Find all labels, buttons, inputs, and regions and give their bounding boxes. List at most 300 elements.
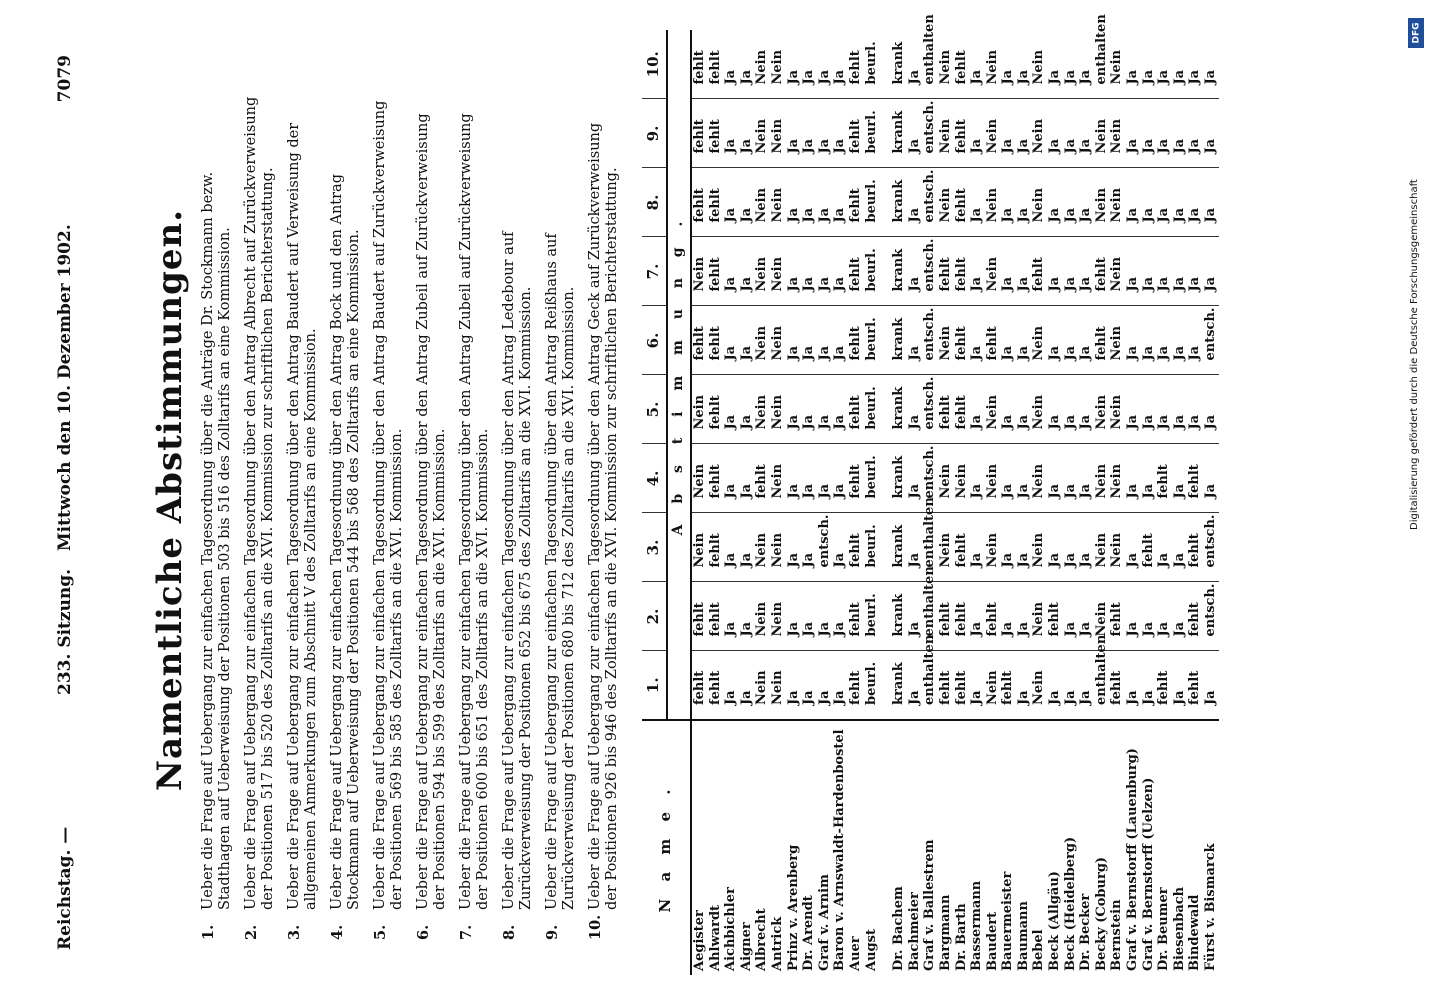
vote-cell: Ja (1063, 375, 1079, 444)
vote-cell: Nein (1031, 444, 1047, 513)
vote-cell: Ja (801, 651, 817, 720)
vote-cell: Ja (1016, 375, 1032, 444)
vote-cell: Ja (739, 30, 755, 99)
table-row (770, 30, 786, 975)
vote-cell: Ja (969, 168, 985, 237)
vote-cell: fehlt (954, 582, 970, 651)
member-name-cell (1141, 720, 1157, 975)
vote-column-header: 4. (642, 444, 667, 513)
vote-cell: Nein (1031, 582, 1047, 651)
vote-cell: Ja (1047, 30, 1063, 99)
vote-cell: fehlt (708, 375, 724, 444)
vote-cell: entsch. (1203, 513, 1219, 582)
spacer-cell (879, 513, 891, 582)
vote-cell: fehlt (938, 375, 954, 444)
vote-cell: Ja (1063, 237, 1079, 306)
vote-cell: entsch. (817, 513, 833, 582)
member-name-cell (1031, 720, 1047, 975)
vote-cell: Ja (1047, 306, 1063, 375)
vote-cell: Ja (1016, 237, 1032, 306)
header-session: 233. Sitzung. (55, 568, 75, 695)
vote-cell: Nein (691, 444, 708, 513)
vote-cell: Ja (723, 444, 739, 513)
vote-cell: Ja (817, 168, 833, 237)
motion-text: Ueber die Frage auf Uebergang zur einfachen Tagesordnung über die Anträge Dr. Stockmann bezw. Stadthagen auf Ueberweisung der Positionen 503 bis 516 des Zolltarifs an eine Kommission. (200, 171, 233, 910)
vote-cell: fehlt (848, 651, 864, 720)
member-name: Baudert (984, 911, 1000, 971)
vote-cell: Ja (1000, 375, 1016, 444)
vote-cell: Ja (1078, 582, 1094, 651)
vote-cell: fehlt (985, 306, 1001, 375)
vote-cell: Ja (1125, 30, 1141, 99)
vote-cell: Nein (754, 375, 770, 444)
spacer-cell (879, 237, 891, 306)
table-row (1094, 30, 1110, 975)
name-column-header: N a m e . (642, 720, 691, 975)
motion-text: Ueber die Frage auf Uebergang zur einfachen Tagesordnung über den Antrag Baudert auf Zurückverweisung der Positionen 569 bis 585 des Zolltarifs an die XVI. Kommission. (372, 100, 405, 910)
vote-cell: Ja (1156, 375, 1172, 444)
vote-cell: Ja (969, 513, 985, 582)
vote-cell: entsch. (922, 375, 938, 444)
vote-cell: Ja (1172, 30, 1188, 99)
vote-cell: Ja (1063, 513, 1079, 582)
member-name: Bassermann (969, 880, 985, 971)
motion-item (329, 95, 363, 940)
vote-cell: Ja (739, 99, 755, 168)
member-name-cell (739, 720, 755, 975)
vote-cell: Ja (786, 306, 802, 375)
vote-cell: Ja (723, 306, 739, 375)
vote-cell: fehlt (985, 582, 1001, 651)
vote-cell: krank (891, 168, 907, 237)
member-name-cell (1047, 720, 1063, 975)
motion-item (243, 95, 277, 940)
vote-cell: Nein (938, 513, 954, 582)
vote-cell: Nein (938, 168, 954, 237)
spacer-cell (879, 651, 891, 720)
spacer-cell (879, 720, 891, 975)
vote-cell: Ja (1141, 582, 1157, 651)
page-title: Namentliche Abstimmungen. (150, 208, 190, 792)
vote-cell: fehlt (954, 99, 970, 168)
member-name: Dr. Beumer (1156, 887, 1172, 971)
member-name-cell (723, 720, 739, 975)
vote-cell: Ja (1203, 651, 1219, 720)
vote-cell: Ja (1016, 168, 1032, 237)
vote-cell: beurl. (864, 99, 880, 168)
vote-cell: Ja (907, 582, 923, 651)
vote-cell: Ja (832, 651, 848, 720)
vote-column-header: 5. (642, 375, 667, 444)
vote-cell: Nein (770, 99, 786, 168)
vote-cell: Ja (1203, 375, 1219, 444)
member-name: Bachmeier (906, 892, 922, 971)
table-row (938, 30, 954, 975)
motion-text: Ueber die Frage auf Uebergang zur einfachen Tagesordnung über den Antrag Reißhaus auf Zurückverweisung der Positionen 680 bis 712 des Zolltarifs an die XVI. Kommission. (544, 233, 577, 910)
member-name: Antrick (769, 916, 785, 971)
vote-cell: Ja (832, 168, 848, 237)
vote-cell: Nein (1109, 99, 1125, 168)
vote-cell: Ja (723, 99, 739, 168)
vote-cell: Ja (801, 168, 817, 237)
member-name: Graf v. Ballestrem (922, 839, 938, 971)
vote-table (642, 14, 1219, 975)
vote-cell: Ja (1187, 30, 1203, 99)
motion-number: 4. (329, 924, 346, 940)
table-row (739, 30, 755, 975)
spacer-cell (879, 306, 891, 375)
vote-cell: Ja (723, 513, 739, 582)
vote-cell: krank (891, 375, 907, 444)
motion-item (587, 95, 621, 940)
table-row (1203, 30, 1219, 975)
table-row (832, 30, 848, 975)
motion-number: 2. (243, 924, 260, 940)
motion-list (200, 95, 630, 940)
vote-cell: Nein (954, 444, 970, 513)
vote-cell: Ja (1047, 99, 1063, 168)
vote-cell: fehlt (1156, 444, 1172, 513)
member-name-cell (864, 720, 880, 975)
vote-cell: Ja (801, 237, 817, 306)
vote-cell: fehlt (708, 237, 724, 306)
table-row (1031, 30, 1047, 975)
vote-cell: fehlt (691, 582, 708, 651)
vote-cell: Ja (1203, 168, 1219, 237)
vote-cell: Nein (770, 513, 786, 582)
vote-cell: fehlt (1187, 513, 1203, 582)
vote-cell: krank (891, 651, 907, 720)
vote-cell: Ja (907, 306, 923, 375)
vote-cell: Nein (754, 306, 770, 375)
vote-cell: Ja (1172, 306, 1188, 375)
vote-cell: fehlt (708, 168, 724, 237)
vote-cell: fehlt (754, 444, 770, 513)
vote-cell: fehlt (708, 582, 724, 651)
vote-table-wrap (642, 14, 1219, 975)
vote-cell: Nein (754, 582, 770, 651)
table-row (1187, 30, 1203, 975)
member-name-cell (801, 720, 817, 975)
vote-cell: Ja (1156, 168, 1172, 237)
table-row (848, 30, 864, 975)
vote-cell: Nein (938, 99, 954, 168)
vote-cell: Nein (770, 375, 786, 444)
vote-cell: Ja (739, 375, 755, 444)
vote-cell: Ja (969, 651, 985, 720)
dfg-logo-text: DFG (1411, 22, 1422, 44)
member-name: Aigner (738, 922, 754, 971)
motion-number: 1. (200, 924, 217, 940)
vote-cell: Ja (832, 99, 848, 168)
member-name-cell (770, 720, 786, 975)
vote-cell: Ja (801, 582, 817, 651)
spacer-cell (879, 99, 891, 168)
vote-cell: Ja (786, 237, 802, 306)
vote-cell: Ja (1125, 651, 1141, 720)
vote-cell: fehlt (1094, 306, 1110, 375)
vote-cell: Ja (969, 444, 985, 513)
motion-number: 6. (415, 924, 432, 940)
member-name: Baumann (1015, 901, 1031, 971)
motion-item (458, 95, 492, 940)
vote-cell: Ja (969, 237, 985, 306)
vote-cell: Nein (691, 513, 708, 582)
running-header (55, 55, 81, 950)
vote-cell: fehlt (954, 306, 970, 375)
vote-cell: fehlt (848, 513, 864, 582)
vote-cell: krank (891, 30, 907, 99)
vote-cell: Nein (1109, 375, 1125, 444)
member-name-cell (1000, 720, 1016, 975)
vote-cell: Ja (1016, 582, 1032, 651)
vote-cell: fehlt (938, 651, 954, 720)
table-row (754, 30, 770, 975)
motion-number: 7. (458, 924, 475, 940)
vote-cell: Ja (832, 513, 848, 582)
vote-cell: Ja (1141, 306, 1157, 375)
vote-cell: fehlt (708, 99, 724, 168)
vote-cell: Ja (1063, 99, 1079, 168)
vote-cell: Nein (1031, 99, 1047, 168)
member-name-cell (1172, 720, 1188, 975)
vote-cell: Nein (770, 30, 786, 99)
member-name-cell (954, 720, 970, 975)
vote-cell: Ja (1047, 375, 1063, 444)
member-name: Graf v. Arnim (816, 874, 832, 971)
vote-cell: fehlt (708, 651, 724, 720)
member-name-cell (1187, 720, 1203, 975)
member-name-cell (832, 720, 848, 975)
vote-cell: Ja (1172, 444, 1188, 513)
vote-cell: Nein (1094, 582, 1110, 651)
vote-cell: Ja (969, 306, 985, 375)
member-name-cell (786, 720, 802, 975)
vote-cell: Ja (723, 375, 739, 444)
vote-cell: Ja (817, 444, 833, 513)
member-name: Fürst v. Bismarck (1203, 843, 1218, 971)
spacer-cell (879, 168, 891, 237)
vote-cell: fehlt (938, 237, 954, 306)
vote-cell: Ja (907, 651, 923, 720)
table-row (1016, 30, 1032, 975)
vote-cell: Ja (1172, 513, 1188, 582)
vote-cell: Ja (1000, 444, 1016, 513)
vote-cell: enthalten (922, 582, 938, 651)
vote-cell: Ja (817, 306, 833, 375)
member-name-cell (938, 720, 954, 975)
table-row (708, 30, 724, 975)
member-name-cell (1094, 720, 1110, 975)
vote-cell: Ja (907, 513, 923, 582)
vote-cell: enthalten (1094, 651, 1110, 720)
vote-cell: Ja (1156, 306, 1172, 375)
vote-cell: Ja (907, 168, 923, 237)
header-session-date (55, 224, 75, 695)
vote-cell: Ja (1156, 513, 1172, 582)
vote-cell: Ja (1156, 30, 1172, 99)
motion-item (544, 95, 578, 940)
vote-cell: fehlt (848, 306, 864, 375)
digitization-sidebar (1402, 10, 1432, 990)
member-name-cell (1016, 720, 1032, 975)
member-name-cell (1156, 720, 1172, 975)
vote-cell: Nein (1109, 513, 1125, 582)
vote-cell: Ja (1187, 237, 1203, 306)
table-row (1000, 30, 1016, 975)
vote-cell: Ja (1172, 168, 1188, 237)
vote-cell: Nein (770, 582, 786, 651)
vote-cell: Ja (801, 444, 817, 513)
member-name: Biesenbach (1171, 886, 1187, 971)
motion-text: Ueber die Frage auf Uebergang zur einfachen Tagesordnung über den Antrag Bock und den Antrag Stockmann auf Ueberweisung der Positionen 544 bis 568 des Zolltarifs an eine Kommission. (329, 174, 362, 910)
vote-cell: fehlt (708, 513, 724, 582)
motion-text: Ueber die Frage auf Uebergang zur einfachen Tagesordnung über den Antrag Zubeil auf Zurückverweisung der Positionen 600 bis 651 des Zolltarifs an die XVI. Kommission. (458, 113, 491, 910)
vote-cell: Ja (786, 30, 802, 99)
vote-cell: fehlt (954, 168, 970, 237)
vote-cell: fehlt (1156, 651, 1172, 720)
vote-cell: Ja (1141, 375, 1157, 444)
vote-cell: Ja (1187, 99, 1203, 168)
vote-cell: Nein (754, 30, 770, 99)
member-name-cell (1125, 720, 1141, 975)
vote-cell: entsch. (922, 99, 938, 168)
member-name: Bargmann (937, 894, 953, 971)
vote-cell: Nein (1094, 375, 1110, 444)
member-name: Dr. Barth (953, 903, 969, 971)
vote-cell: Nein (985, 651, 1001, 720)
vote-cell: Ja (1016, 651, 1032, 720)
vote-cell: Nein (1031, 513, 1047, 582)
member-name: Baron v. Arnswaldt-Hardenbostel (832, 729, 848, 971)
vote-cell: Ja (739, 582, 755, 651)
vote-cell: Nein (1031, 651, 1047, 720)
vote-cell: enthalten (922, 651, 938, 720)
vote-cell: fehlt (1094, 237, 1110, 306)
vote-cell: Ja (801, 30, 817, 99)
member-name-cell (891, 720, 907, 975)
vote-cell: entsch. (922, 168, 938, 237)
vote-cell: fehlt (1109, 651, 1125, 720)
vote-cell: Ja (1047, 237, 1063, 306)
table-row (969, 30, 985, 975)
vote-cell: beurl. (864, 30, 880, 99)
vote-cell: Ja (832, 306, 848, 375)
vote-cell: entsch. (1203, 582, 1219, 651)
table-row (1063, 30, 1079, 975)
member-name: Bindewald (1187, 894, 1203, 971)
member-name-cell (817, 720, 833, 975)
member-name: Auer (847, 936, 863, 971)
vote-cell: Ja (1063, 444, 1079, 513)
vote-cell: Ja (1047, 513, 1063, 582)
vote-cell: Ja (817, 375, 833, 444)
vote-cell: fehlt (691, 99, 708, 168)
vote-cell: Ja (1063, 30, 1079, 99)
vote-cell: beurl. (864, 306, 880, 375)
vote-cell: Ja (832, 30, 848, 99)
vote-cell: Nein (1031, 306, 1047, 375)
vote-cell: Nein (1031, 30, 1047, 99)
vote-cell: Ja (723, 651, 739, 720)
vote-cell: Nein (754, 99, 770, 168)
vote-cell: Ja (832, 237, 848, 306)
member-name-cell (985, 720, 1001, 975)
vote-cell: Ja (1000, 99, 1016, 168)
member-name: Graf v. Bernstorff (Lauenburg) (1125, 748, 1141, 971)
motion-number: 8. (501, 924, 518, 940)
vote-cell: Nein (770, 237, 786, 306)
vote-cell: Ja (1016, 99, 1032, 168)
vote-cell: Ja (1000, 582, 1016, 651)
vote-cell: Nein (985, 168, 1001, 237)
vote-column-header: 6. (642, 306, 667, 375)
member-name: Becky (Coburg) (1093, 856, 1109, 971)
vote-cell: Ja (801, 375, 817, 444)
member-name: Aichbichler (723, 887, 739, 971)
vote-cell: fehlt (1109, 582, 1125, 651)
vote-cell: Nein (985, 444, 1001, 513)
vote-cell: Ja (969, 582, 985, 651)
spacer-cell (879, 444, 891, 513)
vote-cell: beurl. (864, 168, 880, 237)
table-row (985, 30, 1001, 975)
vote-cell: Nein (1109, 306, 1125, 375)
vote-cell: Ja (1063, 168, 1079, 237)
vote-cell: enthalten (1094, 30, 1110, 99)
motion-item (286, 95, 320, 940)
member-name: Bauermeister (1000, 871, 1016, 971)
vote-cell: Ja (1000, 30, 1016, 99)
page-number: 7079 (55, 55, 75, 103)
vote-cell: Ja (1000, 306, 1016, 375)
vote-column-header: 2. (642, 582, 667, 651)
member-name-cell (754, 720, 770, 975)
vote-cell: fehlt (848, 237, 864, 306)
vote-cell: Ja (1172, 651, 1188, 720)
vote-cell: fehlt (848, 168, 864, 237)
vote-cell: Ja (1000, 237, 1016, 306)
vote-cell: Nein (1094, 168, 1110, 237)
vote-cell: Ja (817, 651, 833, 720)
vote-cell: krank (891, 513, 907, 582)
vote-cell: Nein (770, 306, 786, 375)
member-name-cell (1078, 720, 1094, 975)
vote-cell: fehlt (691, 651, 708, 720)
table-row (786, 30, 802, 975)
vote-column-header: 9. (642, 99, 667, 168)
vote-cell: fehlt (1000, 651, 1016, 720)
vote-cell: Ja (739, 306, 755, 375)
motion-text: Ueber die Frage auf Uebergang zur einfachen Tagesordnung über den Antrag Baudert auf Verweisung der allgemeinen Anmerkungen zum Abschnitt V des Zolltarifs an eine Kommission. (286, 122, 319, 910)
vote-cell: fehlt (848, 375, 864, 444)
vote-cell: Ja (1187, 168, 1203, 237)
vote-cell: Nein (1031, 375, 1047, 444)
vote-cell: Ja (1141, 30, 1157, 99)
table-row (1125, 30, 1141, 975)
vote-cell: Ja (969, 375, 985, 444)
member-name: Albrecht (754, 908, 770, 971)
vote-cell: krank (891, 306, 907, 375)
vote-cell: Ja (1125, 513, 1141, 582)
table-row (801, 30, 817, 975)
spacer-cell (879, 375, 891, 444)
vote-cell: fehlt (954, 30, 970, 99)
vote-cell: Ja (1172, 582, 1188, 651)
vote-cell: Nein (770, 444, 786, 513)
vote-cell: Ja (1047, 444, 1063, 513)
vote-column-header: 1. (642, 651, 667, 720)
